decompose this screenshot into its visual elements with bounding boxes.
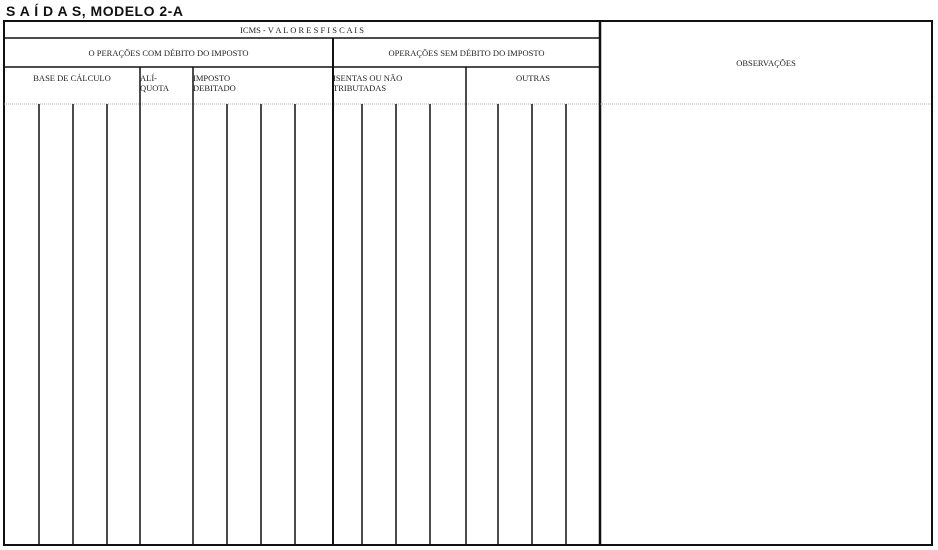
header-imposto-debitado xyxy=(193,67,333,110)
header-imposto-debitado-line1: IMPOSTO xyxy=(193,73,231,83)
header-observacoes: OBSERVAÇÕES xyxy=(736,57,796,68)
header-aliquota-line1: ALÍ- xyxy=(140,73,157,83)
header-isentas-line1: ISENTAS OU NÃO xyxy=(333,73,403,83)
header-isentas-nao-tributadas xyxy=(333,67,466,110)
page-title: S A Í D A S, MODELO 2-A xyxy=(6,3,184,19)
header-aliquota xyxy=(140,67,193,110)
header-operacoes-sem-debito: OPERAÇÕES SEM DÉBITO DO IMPOSTO xyxy=(388,47,545,58)
header-isentas-line2: TRIBUTADAS xyxy=(333,83,387,93)
header-aliquota-line2: QUOTA xyxy=(140,83,170,93)
header-icms-valores-fiscais: ICMS - V A L O R E S F I S C A I S xyxy=(240,24,364,35)
header-outras: OUTRAS xyxy=(515,73,550,83)
header-operacoes-com-debito: O PERAÇÕES COM DÉBITO DO IMPOSTO xyxy=(88,47,249,58)
header-imposto-debitado-line2: DEBITADO xyxy=(193,83,236,93)
header-base-de-calculo: BASE DE CÁLCULO xyxy=(33,73,111,83)
